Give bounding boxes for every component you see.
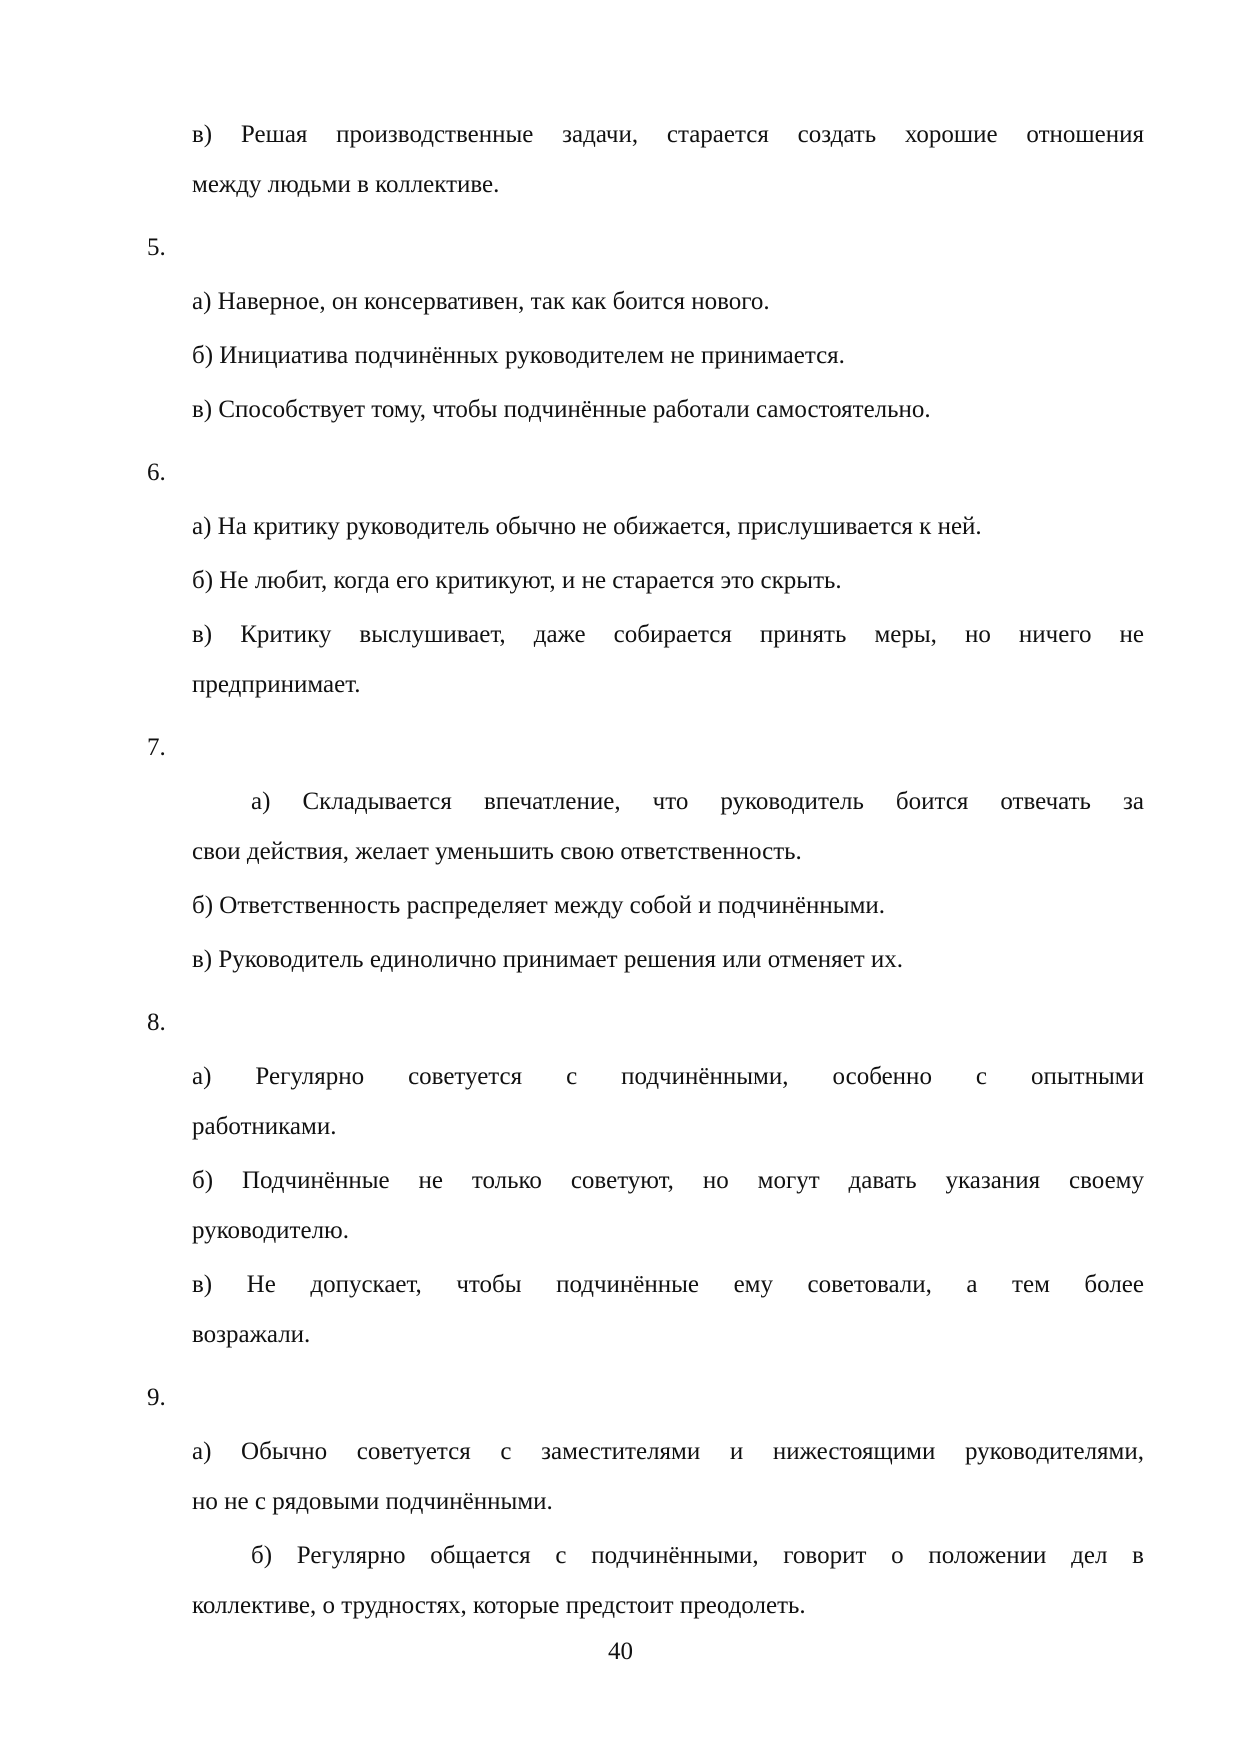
q6-option-a: а) На критику руководитель обычно не обижается, прислушивается к ней. xyxy=(192,513,982,540)
q7-option-b: б) Ответственность распределяет между собой и подчинёнными. xyxy=(192,892,886,919)
q9-option-a-line2: но не с рядовыми подчинёнными. xyxy=(192,1488,553,1515)
q5-option-b: б) Инициатива подчинённых руководителем не принимается. xyxy=(192,342,845,369)
q8-option-a-line2: работниками. xyxy=(192,1113,337,1140)
q6-option-v-line1: в) Критику выслушивает, даже собирается принять меры, но ничего не xyxy=(192,621,1144,648)
q4-option-v-line2: между людьми в коллективе. xyxy=(192,171,500,198)
q8-option-b-line2: руководителю. xyxy=(192,1217,349,1244)
q7-option-v: в) Руководитель единолично принимает решения или отменяет их. xyxy=(192,946,904,973)
q9-option-b-line1: б) Регулярно общается с подчинёнными, говорит о положении дел в xyxy=(251,1542,1144,1569)
q9-option-a-line1: а) Обычно советуется с заместителями и нижестоящими руководителями, xyxy=(192,1438,1144,1465)
q6-option-v-line2: предпринимает. xyxy=(192,671,361,698)
q9-option-b-line2: коллективе, о трудностях, которые предстоит преодолеть. xyxy=(192,1592,806,1619)
q9-number: 9. xyxy=(147,1384,166,1411)
q8-option-v-line1: в) Не допускает, чтобы подчинённые ему советовали, а тем более xyxy=(192,1271,1144,1298)
q6-number: 6. xyxy=(147,459,166,486)
q7-number: 7. xyxy=(147,734,166,761)
q7-option-a-line2: свои действия, желает уменьшить свою ответственность. xyxy=(192,838,802,865)
q5-option-v: в) Способствует тому, чтобы подчинённые работали самостоятельно. xyxy=(192,396,931,423)
page-number: 40 xyxy=(608,1638,633,1665)
q8-number: 8. xyxy=(147,1009,166,1036)
q7-option-a-line1: а) Складывается впечатление, что руководитель боится отвечать за xyxy=(251,788,1144,815)
q8-option-a-line1: а) Регулярно советуется с подчинёнными, особенно с опытными xyxy=(192,1063,1144,1090)
q5-number: 5. xyxy=(147,234,166,261)
q6-option-b: б) Не любит, когда его критикуют, и не старается это скрыть. xyxy=(192,567,842,594)
q8-option-v-line2: возражали. xyxy=(192,1321,311,1348)
q5-option-a: а) Наверное, он консервативен, так как боится нового. xyxy=(192,288,770,315)
q8-option-b-line1: б) Подчинённые не только советуют, но могут давать указания своему xyxy=(192,1167,1144,1194)
q4-option-v-line1: в) Решая производственные задачи, старается создать хорошие отношения xyxy=(192,121,1144,148)
